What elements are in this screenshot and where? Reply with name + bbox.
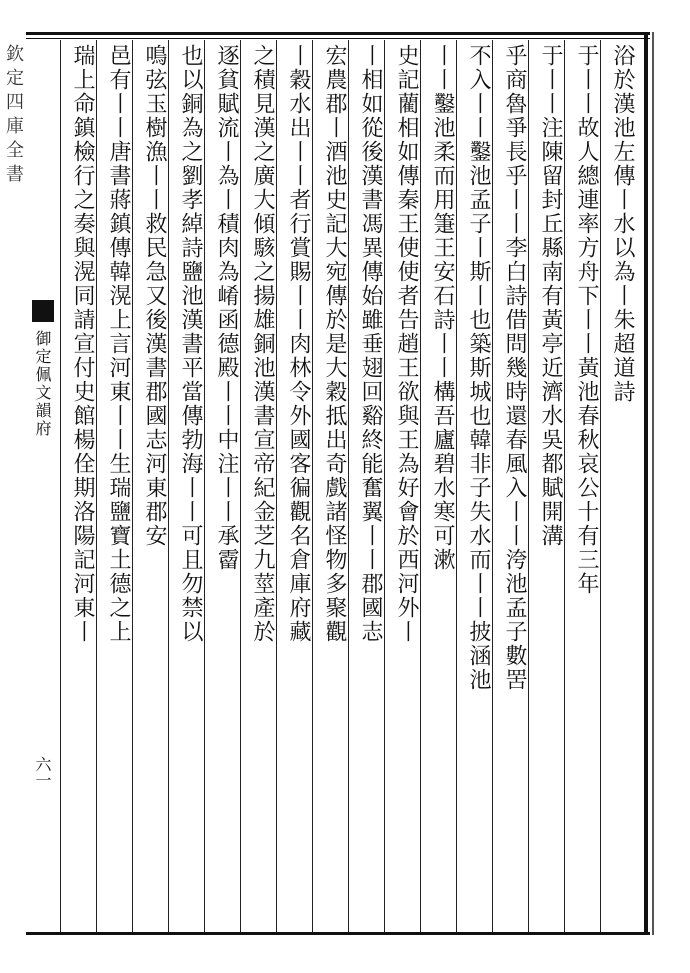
text-column: 鳴弦玉樹漁丨丨救民急又後漢書郡國志河東郡安	[142, 44, 167, 548]
text-column: 瑞上命鎮檢行之奏與滉同請宣付史館楊佺期洛陽記河東丨	[70, 44, 95, 644]
text-column: 丨丨鑿池柔而用箑王安石詩丨丨構吾廬碧水寒可漱	[430, 44, 455, 572]
text-column: 邑有丨丨唐書蔣鎮傳韓滉上言河東丨丨生瑞鹽寶土德之上	[106, 44, 131, 644]
text-column: 也以銅為之劉孝綽詩鹽池漢書平當傳勃海丨丨可且勿禁以	[178, 44, 203, 644]
volume-title: 御定佩文韻府	[33, 330, 52, 438]
page-border-right	[644, 32, 648, 935]
text-column: 逐貧賦流丨為丨積肉為崤函德殿丨丨中注丨丨承霤	[214, 44, 239, 572]
black-fishtail-block	[32, 300, 54, 322]
text-column: 于丨丨故人總連率方舟下丨丨黃池春秋哀公十有三年	[574, 44, 599, 596]
text-column: 宏農郡丨酒池史記大宛傳於是大穀抵出奇戲諸怪物多聚觀	[322, 44, 347, 644]
page-number: 六一	[33, 756, 52, 788]
text-column: 乎商魯爭長乎丨丨李白詩借問幾時還春風入丨丨洿池孟子數罟	[502, 44, 527, 692]
text-column: 不入丨丨鑿池孟子丨斯丨也築斯城也韓非子失水而丨丨披涵池	[466, 44, 491, 692]
page-border-bottom	[26, 932, 650, 935]
text-column: 之積見漢之廣大傾駭之揚雄銅池漢書宣帝紀金芝九莖產於	[250, 44, 275, 644]
text-column: 浴於漢池左傳丨水以為丨朱超道詩	[610, 44, 635, 404]
column-rule	[60, 40, 61, 932]
text-column: 丨相如從後漢書馮異傳始雖垂翅回谿終能奮翼丨丨郡國志	[358, 44, 383, 644]
text-column: 史記藺相如傳秦王使使者告趙王欲與王為好會於西河外丨	[394, 44, 419, 644]
text-column: 于丨丨注陳留封丘縣南有黃亭近濟水吳都賦開溝	[538, 44, 563, 548]
book-title: 欽定四庫全書	[3, 44, 24, 188]
page-border-top-inner	[26, 38, 650, 39]
page-border-top	[26, 32, 650, 35]
page-border-right-inner	[652, 32, 654, 935]
text-column: 丨穀水出丨丨者行賞賜丨丨肉林令外國客徧觀名倉庫府藏	[286, 44, 311, 644]
